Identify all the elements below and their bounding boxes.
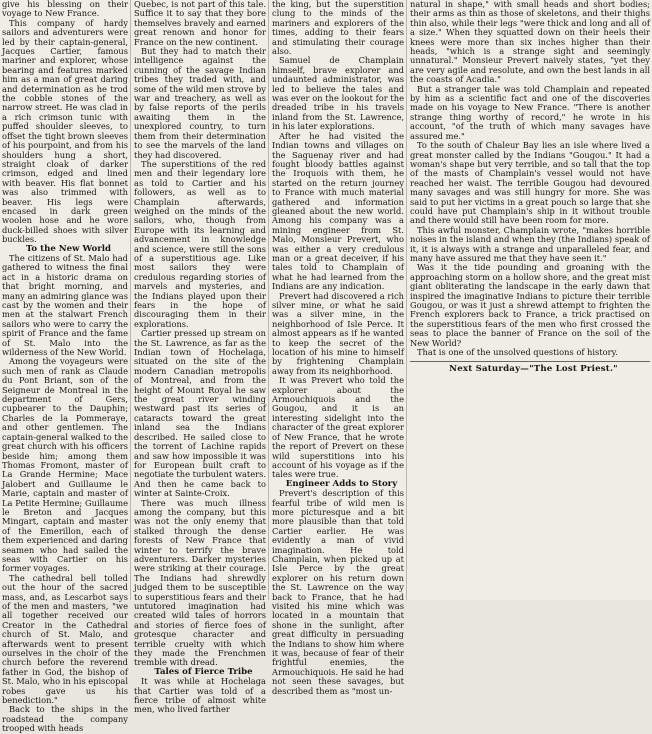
article-paragraph: give his blessing on their voyage to New France. — [2, 0, 128, 19]
article-paragraph: This awful monster, Champlain wrote, "makes horrible noises in the island and when they (the Indians) speak of it, it is always with a strange and unparalleled fear, and many have assured me that they have seen it." — [410, 224, 650, 263]
article-column-3 — [272, 0, 404, 696]
article-paragraph: The citizens of St. Malo had gathered to witness the final act in a historic drama on that bright morning, and many an admiring glance was cast by the women and their men at the stalwart French sailors who were to carry the spirit of France and the fame of St. Malo into the wilderness of the New World. — [2, 252, 128, 358]
article-paragraph: Samuel de Champlain himself, brave explorer and undaunted administrator, was led to believe the tales and was ever on the lookout for the dreaded tribe in his travels inland from the St. Lawrence, in his later explorations. — [272, 55, 404, 132]
article-paragraph: That is one of the unsolved questions of history. — [417, 347, 618, 358]
article-paragraph: After he had visited the Indian towns and villages on the Saguenay river and had fought bloody battles against the Iroquois with them, he started on the return journey to France with much material gathered and information gleaned about the new world. Among his company was a mining engineer from St. Malo, Monsieur Prevert, who was either a very credulous man or a great deceiver, if his tales told to Champlain of what he had learned from the Indians are any indication. — [272, 130, 404, 292]
article-paragraph: But a stranger tale was told Champlain and repeated by him as a scientific fact and one of the discoveries made on his voyage to New France. "There is another strange thing worthy of record," he wrote in his account, "of the truth of which many savages have assured me." — [410, 83, 650, 141]
article-paragraph: There was much illness among the company, but this was not the only enemy that stalked through the dense forests of New France that winter to terrify the brave adventurers. Darker mysteries were striking at their courage. The Indians had shrewdly judged them to be susceptible to superstitious fears and their untutored imagination had created wild tales of horrors and stories of fierce foes of grotesque character and terrible cruelty with which they made the Frenchmen tremble with dread. — [134, 497, 266, 668]
column-rule — [406, 0, 407, 600]
article-paragraph: It was while at Hochelaga that Cartier was told of a fierce tribe of almost white men, who lived farther — [134, 676, 266, 715]
column-rule — [130, 0, 131, 600]
article-paragraph: To the south of Chaleur Bay lies an isle where lived a great monster called by the Indians "Gougou." It had a woman's shape but very terrible, and so tall that the top of the masts of Champlain's vessel would not have reached her waist. The terrible Gougou had devoured many savages and was still hungry for more. She was said to put her victims in a great pouch so large that she could have put Champlain's ship in it without trouble and there would still have been room for more. — [410, 140, 650, 226]
subheading: To the New World — [25, 243, 111, 254]
article-paragraph: Prevert's description of this fearful tribe of wild men is more picturesque and a bit more plausible than that told Cartier earlier. He was evidently a man of vivid imagination. He told Champlain, when picked up at Isle Perce by the great explorer on his return down the St. Lawrence on the way back to France, that he had visited his mine which was located in a mountain that shone in the sunlight, after great difficulty in persuading the Indians to show him where it was, because of fear of their frightful enemies, the Armouchiquois. He said he had not seen these savages, but described them as "most un- — [272, 488, 404, 696]
article-paragraph: Quebec, is not part of this tale. Suffice it to say that they bore themselves bravely and earned great renown and honor for France on the new continent. — [134, 0, 266, 47]
article-paragraph: The cathedral bell tolled out the hour of the sacred mass, and, as Lescarbot says of the men and masters, "we all together received our Creator in the Cathedral church of St. Malo, and afterwards went to present ourselves in the choir of the church before the reverend father in God, the bishop of St. Malo, who in his episcopal robes gave us his benediction." — [2, 572, 128, 706]
article-paragraph: Prevert had discovered a rich silver mine, or what he said was a silver mine, in the neighborhood of Isle Perce. It almost appears as if he wanted to keep the secret of the location of his mine to himself by frightening Champlain away from its neighborhood. — [272, 290, 404, 376]
article-paragraph: natural in shape," with small heads and short bodies; their arms as thin as those of skeletons, and their thighs thin also, while their legs "were thick and long and all of a size." When they squatted down on their heels their knees were more than six inches higher than their heads, "which is a strange sight and seemingly unnatural." Monsieur Prevert naively states, "yet they are very agile and resolute, and own the best lands in all the coasts of Acadia." — [410, 0, 650, 85]
article-paragraph: Back to the ships in the roadstead the company trooped with heads — [2, 704, 128, 734]
article-column-2 — [134, 0, 266, 715]
subheading: Engineer Adds to Story — [285, 478, 398, 489]
article-paragraph: Was it the tide pounding and groaning with the approaching storm on a hollow shore, and the great mist giant obliterating the landscape in the early dawn that inspired the imaginative Indians to picture their terrible Gougou, or was it just a shrewd attempt to frighten the French explorers back to France, a trick practised on the superstitious fears of the men who first crossed the seas to place the banner of France on the soil of the New World? — [410, 262, 650, 348]
article-paragraph: Cartier pressed up stream on the St. Lawrence, as far as the Indian town of Hochelaga, situated on the site of the modern Canadian metropolis of Montreal, and from the height of Mount Royal he saw the great river winding westward past its series of cataracts toward the great inland sea the Indians described. He sailed close to the torrent of Lachine rapids and saw how impossible it was for European built craft to negotiate the turbulent waters. And then he came back to winter at Sainte-Croix. — [134, 328, 266, 499]
article-paragraph: Among the voyageurs were such men of rank as Claude du Pont Briant, son of the Seigneur de Montreal in the department of Gers, cupbearer to the Dauphin; Charles de la Pommeraye, and other gentlemen. The captain-general walked to the great church with his officers beside him; among them Thomas Fromont, master of La Grande Hermine; Mace Jalobert and Guillaume le Marie, captain and master of La Petite Hermine; Guillaume le Breton and Jacques Mingart, captain and master of the Emerillon, each of them experienced and daring seamen who had sailed the seas with Cartier on his former voyages. — [2, 356, 128, 574]
article-paragraph: But they had to match their intelligence against the cunning of the savage Indian tribes they traded with, and some of the wild men strove by war and treachery, as well as by false reports of the perils awaiting them in the unexplored country, to turn them from their determination to see the marvels of the land they had discovered. — [134, 46, 266, 160]
article-paragraph: The superstitions of the red men and their legendary lore as told to Cartier and his followers, as well as to Champlain afterwards, weighed on the minds of the sailors, who, though from Europe with its learning and advancement in knowledge and science, were still the sons of a superstitious age. Like most sailors they were credulous regarding stories of marvels and mysteries, and the Indians played upon their fears in the hope of discouraging them in their explorations. — [134, 158, 266, 329]
article-paragraph: the king, but the superstition clung to the minds of the mariners and explorers of the times, adding to their fears and stimulating their courage also. — [272, 0, 404, 57]
next-saturday-teaser: Next Saturday—"The Lost Priest." — [449, 364, 618, 375]
end-rule — [410, 361, 650, 362]
column-rule — [268, 0, 269, 600]
article-column-4 — [410, 0, 650, 600]
column-4-body — [410, 0, 650, 357]
article-paragraph: It was Prevert who told the explorer about the Armouchiquois and the Gougou, and it is an interesting sidelight into the character of the great explorer of New France, that he wrote the report of Prevert on these wild superstitions into his account of his voyage as if the tales were true. — [272, 375, 404, 480]
article-column-1 — [2, 0, 128, 734]
subheading: Tales of Fierce Tribe — [154, 666, 253, 677]
article-paragraph: This company of hardy sailors and adventurers were led by their captain-general, Jacques Cartier, famous mariner and explorer, whose bearing and features marked him as a man of great daring and determination as he trod the cobble stones of the narrow street. He was clad in a rich crimson tunic with puffed shoulder sleeves, to offset the tight brown sleeves of his pourpoint, and from his shoulders hung a short, straight cloak of darker crimson, edged and lined with beaver. His flat bonnet was also trimmed with beaver. His legs were encased in dark green woolen hose and he wore duck-billed shoes with silver buckles. — [2, 17, 128, 245]
